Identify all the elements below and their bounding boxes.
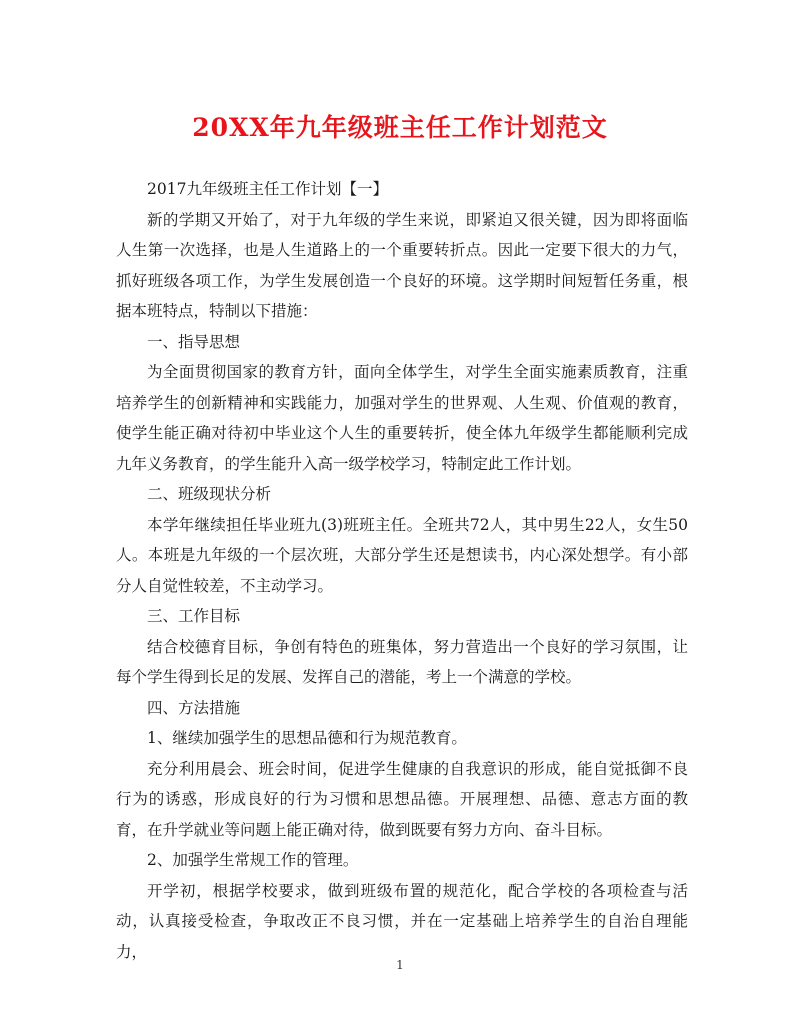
body-paragraph: 开学初，根据学校要求，做到班级布置的规范化，配合学校的各项检查与活动，认真接受检查，争取改正不良习惯，并在一定基础上培养学生的自治自理能力， <box>116 881 688 961</box>
body-paragraph: 本学年继续担任毕业班九(3)班班主任。全班共72人，其中男生22人，女生50人。本班是九年级的一个层次班，大部分学生还是想读书，内心深处想学。有小部分人自觉性较差，不主动学习。 <box>116 515 688 595</box>
body-paragraph: 为全面贯彻国家的教育方针，面向全体学生，对学生全面实施素质教育，注重培养学生的创新精神和实践能力，加强对学生的世界观、人生观、价值观的教育，使学生能正确对待初中毕业这个人生的重要转折，使全体九年级学生都能顺利完成九年义务教育，的学生能升入高一级学校学习，特制定此工作计划。 <box>116 363 688 473</box>
subheading: 二、班级现状分析 <box>147 485 272 503</box>
subheading: 一、指导思想 <box>147 332 241 351</box>
numbered-item: 2、加强学生常规工作的管理。 <box>147 851 359 869</box>
subheading: 四、方法措施 <box>147 698 241 717</box>
body-paragraph: 新的学期又开始了，对于九年级的学生来说，即紧迫又很关键，因为即将面临人生第一次选择，也是人生道路上的一个重要转折点。因此一定要下很大的力气，抓好班级各项工作，为学生发展创造一个良好的环境。这学期时间短暂任务重，根据本班特点，特制以下措施： <box>116 210 688 320</box>
body-paragraph: 充分利用晨会、班会时间，促进学生健康的自我意识的形成，能自觉抵御不良行为的诱惑，形成良好的行为习惯和思想品德。开展理想、品德、意志方面的教育，在升学就业等问题上能正确对待，做到既要有努力方向、奋斗目标。 <box>116 759 688 839</box>
body-paragraph: 结合校德育目标，争创有特色的班集体，努力营造出一个良好的学习氛围，让每个学生得到长足的发展、发挥自己的潜能，考上一个满意的学校。 <box>116 637 688 686</box>
section-heading: 2017九年级班主任工作计划【一】 <box>147 180 388 198</box>
document-body <box>116 174 688 967</box>
subheading: 三、工作目标 <box>147 607 241 625</box>
document-title: 20XX年九年级班主任工作计划范文 <box>192 113 608 142</box>
page-number: 1 <box>396 958 404 972</box>
numbered-item: 1、继续加强学生的思想品德和行为规范教育。 <box>147 729 467 747</box>
